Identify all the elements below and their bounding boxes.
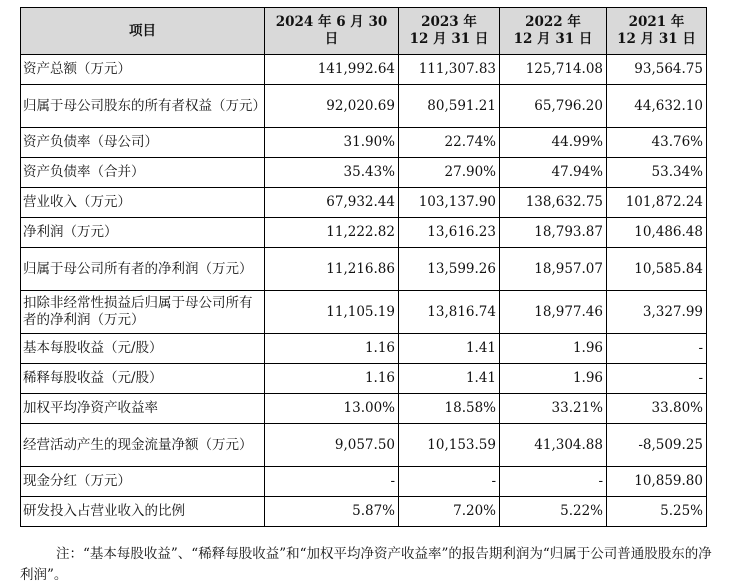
cell-value: 53.34% [607,158,707,188]
cell-value: 101,872.24 [607,188,707,218]
row-label: 资产总额（万元） [21,55,265,85]
cell-value: 11,105.19 [265,291,399,334]
header-2024-06-30: 2024 年 6 月 30 日 [265,8,399,55]
financial-summary-table-container [20,7,706,527]
row-label: 现金分红（万元） [21,467,265,497]
table-row [21,188,707,218]
row-label: 加权平均净资产收益率 [21,394,265,424]
cell-value: 141,992.64 [265,55,399,85]
cell-value: 13,816.74 [399,291,500,334]
row-label: 扣除非经常性损益后归属于母公司所有者的净利润（万元） [21,291,265,334]
cell-value: 125,714.08 [500,55,607,85]
cell-value: 5.25% [607,497,707,527]
cell-value: 111,307.83 [399,55,500,85]
cell-value: 11,222.82 [265,218,399,248]
row-label: 经营活动产生的现金流量净额（万元） [21,424,265,467]
cell-value: 93,564.75 [607,55,707,85]
header-2021-12-31: 2021 年 12 月 31 日 [607,8,707,55]
row-label: 资产负债率（母公司） [21,128,265,158]
cell-value: 3,327.99 [607,291,707,334]
table-row [21,424,707,467]
cell-value: - [399,467,500,497]
cell-value: 1.16 [265,364,399,394]
cell-value: 18,977.46 [500,291,607,334]
cell-value: 1.96 [500,364,607,394]
cell-value: 27.90% [399,158,500,188]
header-2023-12-31: 2023 年 12 月 31 日 [399,8,500,55]
row-label: 归属于母公司所有者的净利润（万元） [21,248,265,291]
cell-value: 10,585.84 [607,248,707,291]
cell-value: 92,020.69 [265,85,399,128]
cell-value: 18,957.07 [500,248,607,291]
cell-value: 10,153.59 [399,424,500,467]
cell-value: 41,304.88 [500,424,607,467]
financial-summary-table [20,7,707,527]
cell-value: 35.43% [265,158,399,188]
cell-value: 103,137.90 [399,188,500,218]
cell-value: 65,796.20 [500,85,607,128]
cell-value: 13,616.23 [399,218,500,248]
table-row [21,248,707,291]
row-label: 稀释每股收益（元/股） [21,364,265,394]
cell-value: 138,632.75 [500,188,607,218]
cell-value: 7.20% [399,497,500,527]
cell-value: 67,932.44 [265,188,399,218]
table-row [21,85,707,128]
cell-value: 18,793.87 [500,218,607,248]
cell-value: 22.74% [399,128,500,158]
table-footnote: 注：“基本每股收益”、“稀释每股收益”和“加权平均净资产收益率”的报告期利润为“归属于公司普通股股东的净利润”。 [20,545,712,583]
row-label: 研发投入占营业收入的比例 [21,497,265,527]
cell-value: 13.00% [265,394,399,424]
cell-value: - [500,467,607,497]
header-item: 项目 [21,8,265,55]
table-row [21,334,707,364]
table-row [21,158,707,188]
cell-value: - [607,334,707,364]
cell-value: 1.41 [399,334,500,364]
cell-value: 1.96 [500,334,607,364]
cell-value: 5.22% [500,497,607,527]
table-row [21,291,707,334]
table-row [21,128,707,158]
cell-value: 18.58% [399,394,500,424]
table-row [21,364,707,394]
cell-value: 31.90% [265,128,399,158]
header-2022-12-31: 2022 年 12 月 31 日 [500,8,607,55]
cell-value: 44,632.10 [607,85,707,128]
row-label: 净利润（万元） [21,218,265,248]
cell-value: 44.99% [500,128,607,158]
cell-value: - [265,467,399,497]
table-row [21,394,707,424]
row-label: 资产负债率（合并） [21,158,265,188]
cell-value: 1.16 [265,334,399,364]
cell-value: 33.80% [607,394,707,424]
table-row [21,218,707,248]
row-label: 营业收入（万元） [21,188,265,218]
cell-value: 43.76% [607,128,707,158]
cell-value: 10,486.48 [607,218,707,248]
cell-value: 80,591.21 [399,85,500,128]
table-row [21,497,707,527]
cell-value: 9,057.50 [265,424,399,467]
table-row [21,467,707,497]
row-label: 基本每股收益（元/股） [21,334,265,364]
cell-value: 11,216.86 [265,248,399,291]
cell-value: 13,599.26 [399,248,500,291]
table-row [21,55,707,85]
cell-value: 10,859.80 [607,467,707,497]
cell-value: 33.21% [500,394,607,424]
cell-value: -8,509.25 [607,424,707,467]
table-header-row [21,8,707,55]
cell-value: 47.94% [500,158,607,188]
row-label: 归属于母公司股东的所有者权益（万元） [21,85,265,128]
cell-value: 1.41 [399,364,500,394]
cell-value: 5.87% [265,497,399,527]
cell-value: - [607,364,707,394]
